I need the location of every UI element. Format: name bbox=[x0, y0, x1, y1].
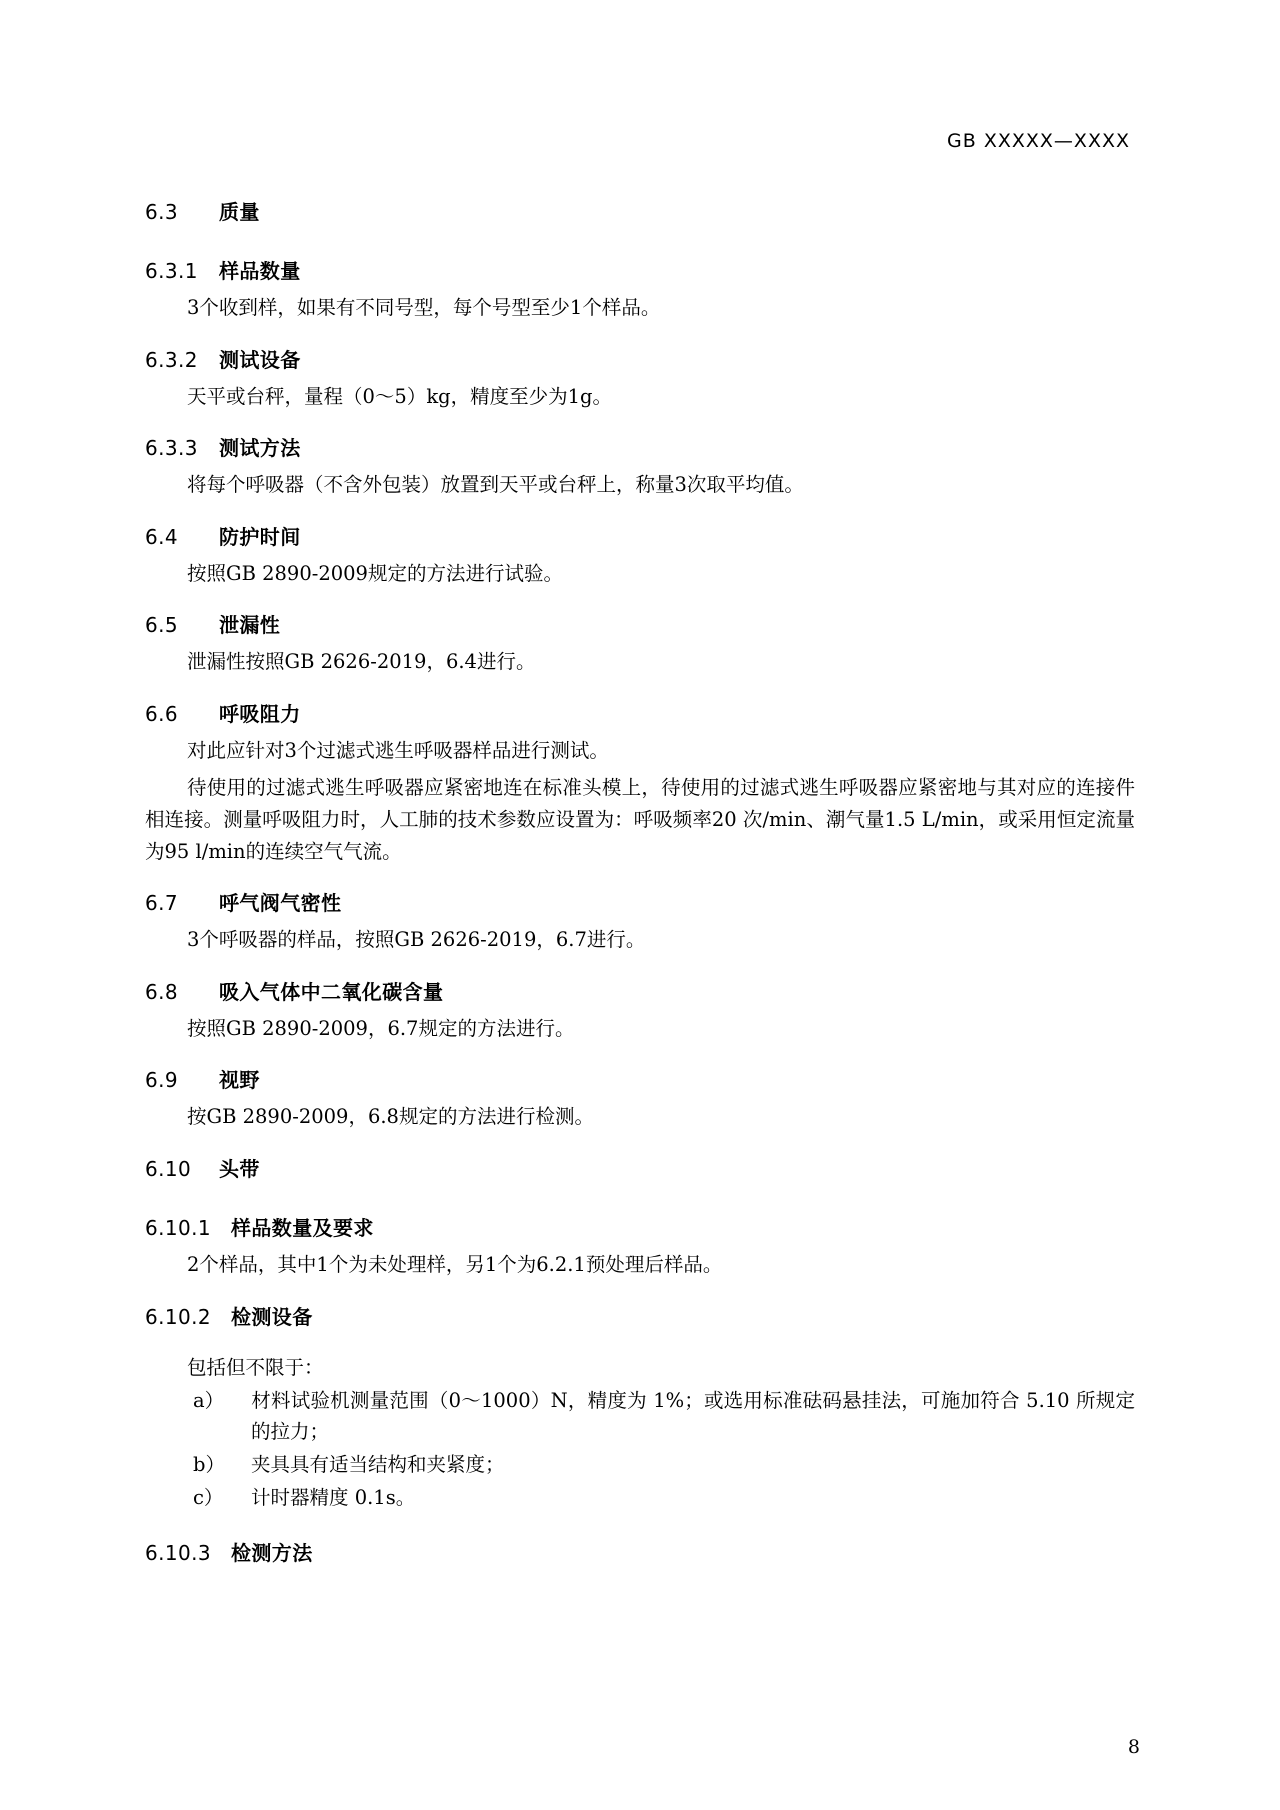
list-item-marker: a） bbox=[193, 1388, 225, 1412]
paragraph-6-3-2: 天平或台秤，量程（0～5）kg，精度至少为1g。 bbox=[187, 384, 613, 408]
heading-6-6-number: 6.6 bbox=[145, 701, 179, 726]
heading-6-8-title: 吸入气体中二氧化碳含量 bbox=[219, 979, 444, 1004]
heading-6-3-number: 6.3 bbox=[145, 200, 179, 224]
heading-6-6 bbox=[145, 698, 1135, 727]
list-item-text: 计时器精度 0.1s。 bbox=[251, 1486, 416, 1510]
paragraph-6-6-b: 待使用的过滤式逃生呼吸器应紧密地连在标准头模上，待使用的过滤式逃生呼吸器应紧密地与其对应的连接件相连接。测量呼吸阻力时，人工肺的技术参数应设置为：呼吸频率20 次/min、潮气量1.5 L/min，或采用恒定流量为95 l/min的连续空气气流。 bbox=[145, 776, 1135, 863]
list-item-text: 材料试验机测量范围（0～1000）N，精度为 1%；或选用标准砝码悬挂法，可施加符合 5.10 所规定的拉力； bbox=[251, 1388, 1135, 1443]
heading-6-10-number: 6.10 bbox=[145, 1156, 192, 1181]
heading-6-7-title: 呼气阀气密性 bbox=[219, 891, 342, 916]
paragraph-6-6-a: 对此应针对3个过滤式逃生呼吸器样品进行测试。 bbox=[187, 738, 609, 762]
heading-6-9 bbox=[145, 1064, 1135, 1093]
heading-6-3-3-title: 测试方法 bbox=[219, 436, 301, 461]
paragraph-6-3-1: 3个收到样，如果有不同号型，每个号型至少1个样品。 bbox=[187, 296, 661, 319]
heading-6-3-2 bbox=[145, 344, 1135, 373]
heading-6-5-number: 6.5 bbox=[145, 613, 179, 638]
paragraph-6-3-3: 将每个呼吸器（不含外包装）放置到天平或台秤上，称量3次取平均值。 bbox=[187, 473, 804, 497]
heading-6-10-2-title: 检测设备 bbox=[231, 1304, 313, 1329]
heading-6-3-1-title: 样品数量 bbox=[219, 259, 301, 283]
list-item bbox=[145, 1385, 1135, 1447]
heading-6-3-3 bbox=[145, 432, 1135, 461]
heading-6-3-2-title: 测试设备 bbox=[219, 347, 301, 372]
heading-6-10 bbox=[145, 1153, 1135, 1182]
heading-6-4-title: 防护时间 bbox=[219, 524, 301, 549]
heading-6-10-3-number: 6.10.3 bbox=[145, 1541, 212, 1566]
list-item-marker: c） bbox=[193, 1486, 224, 1510]
paragraph-6-9: 按GB 2890-2009，6.8规定的方法进行检测。 bbox=[187, 1105, 594, 1129]
heading-6-3-1-number: 6.3.1 bbox=[145, 259, 198, 283]
document-header: GB XXXXX—XXXX bbox=[947, 130, 1130, 152]
heading-6-9-number: 6.9 bbox=[145, 1068, 179, 1093]
list-item-text: 夹具具有适当结构和夹紧度； bbox=[251, 1453, 505, 1477]
page-number: 8 bbox=[1127, 1736, 1140, 1758]
heading-6-3-1 bbox=[145, 255, 1135, 284]
heading-6-10-3-title: 检测方法 bbox=[231, 1541, 313, 1566]
page-content bbox=[145, 130, 1135, 1574]
heading-6-6-title: 呼吸阻力 bbox=[219, 701, 301, 726]
heading-6-10-3 bbox=[145, 1537, 1135, 1566]
heading-6-8-number: 6.8 bbox=[145, 979, 179, 1004]
heading-6-4 bbox=[145, 521, 1135, 550]
heading-6-10-1 bbox=[145, 1212, 1135, 1241]
heading-6-3-title: 质量 bbox=[219, 200, 260, 224]
paragraph-6-7: 3个呼吸器的样品，按照GB 2626-2019，6.7进行。 bbox=[187, 928, 646, 952]
list-item bbox=[145, 1482, 1135, 1513]
heading-6-3-2-number: 6.3.2 bbox=[145, 347, 198, 372]
heading-6-3-3-number: 6.3.3 bbox=[145, 436, 198, 461]
list-intro-6-10-2: 包括但不限于： bbox=[187, 1355, 324, 1379]
heading-6-4-number: 6.4 bbox=[145, 524, 179, 549]
heading-6-5-title: 泄漏性 bbox=[219, 613, 281, 638]
list-6-10-2 bbox=[145, 1385, 1135, 1514]
heading-6-7-number: 6.7 bbox=[145, 891, 179, 916]
paragraph-6-8: 按照GB 2890-2009，6.7规定的方法进行。 bbox=[187, 1016, 575, 1040]
heading-6-5 bbox=[145, 609, 1135, 638]
paragraph-6-4: 按照GB 2890-2009规定的方法进行试验。 bbox=[187, 561, 563, 585]
list-item bbox=[145, 1449, 1135, 1480]
heading-6-10-1-number: 6.10.1 bbox=[145, 1215, 212, 1240]
list-item-marker: b） bbox=[193, 1453, 225, 1477]
heading-6-10-1-title: 样品数量及要求 bbox=[231, 1215, 374, 1240]
paragraph-6-5: 泄漏性按照GB 2626-2019，6.4进行。 bbox=[187, 650, 536, 674]
heading-6-7 bbox=[145, 887, 1135, 916]
heading-6-10-2-number: 6.10.2 bbox=[145, 1304, 212, 1329]
heading-6-9-title: 视野 bbox=[219, 1068, 260, 1093]
heading-6-10-2 bbox=[145, 1301, 1135, 1330]
heading-6-8 bbox=[145, 976, 1135, 1005]
heading-6-3 bbox=[145, 196, 1135, 225]
heading-6-10-title: 头带 bbox=[219, 1156, 260, 1181]
paragraph-6-10-1: 2个样品，其中1个为未处理样，另1个为6.2.1预处理后样品。 bbox=[187, 1252, 723, 1276]
